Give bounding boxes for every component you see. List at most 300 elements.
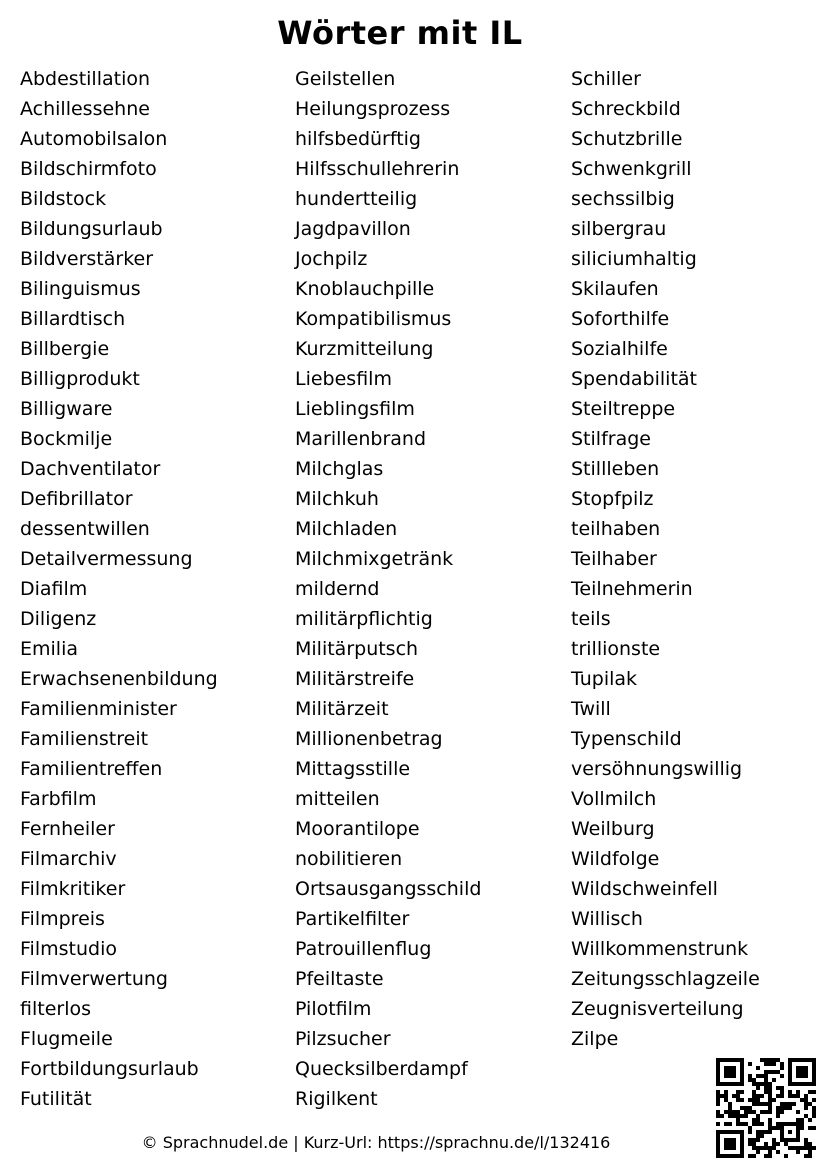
qr-module <box>760 1134 764 1138</box>
qr-module <box>724 1154 728 1158</box>
qr-module <box>768 1058 772 1062</box>
qr-module <box>752 1146 756 1150</box>
qr-module <box>760 1110 764 1114</box>
word-item: Billardtisch <box>20 308 126 330</box>
qr-module <box>764 1082 768 1086</box>
qr-module <box>724 1058 728 1062</box>
qr-module <box>780 1126 784 1130</box>
qr-module <box>796 1066 800 1070</box>
word-item: Militärstreife <box>295 668 415 690</box>
qr-module <box>780 1122 784 1126</box>
qr-module <box>732 1082 736 1086</box>
qr-module <box>728 1074 732 1078</box>
word-item: siliciumhaltig <box>571 248 697 270</box>
qr-module <box>788 1130 792 1134</box>
qr-module <box>756 1138 760 1142</box>
qr-module <box>748 1138 752 1142</box>
qr-module <box>752 1138 756 1142</box>
qr-module <box>772 1126 776 1130</box>
qr-module <box>716 1142 720 1146</box>
qr-module <box>728 1154 732 1158</box>
qr-module <box>772 1078 776 1082</box>
qr-module <box>812 1074 816 1078</box>
word-item: Marillenbrand <box>295 428 427 450</box>
qr-module <box>720 1058 724 1062</box>
qr-module <box>716 1146 720 1150</box>
qr-module <box>804 1070 808 1074</box>
qr-module <box>732 1066 736 1070</box>
qr-module <box>736 1122 740 1126</box>
footer-credit: © Sprachnudel.de | Kurz-Url: https://sprachnu.de/l/132416 <box>141 1133 611 1152</box>
qr-module <box>744 1122 748 1126</box>
word-item: Liebesfilm <box>295 368 392 390</box>
qr-module <box>796 1134 800 1138</box>
qr-module <box>748 1110 752 1114</box>
qr-module <box>812 1106 816 1110</box>
qr-module <box>752 1098 756 1102</box>
qr-module <box>796 1122 800 1126</box>
qr-module <box>812 1082 816 1086</box>
qr-module <box>716 1130 720 1134</box>
word-item: dessentwillen <box>20 518 150 540</box>
word-item: silbergrau <box>571 218 667 240</box>
word-item: Defibrillator <box>20 488 133 510</box>
word-item: Filmkritiker <box>20 878 126 900</box>
qr-module <box>732 1130 736 1134</box>
word-item: Knoblauchpille <box>295 278 435 300</box>
qr-module <box>752 1118 756 1122</box>
qr-module <box>788 1102 792 1106</box>
qr-module <box>756 1082 760 1086</box>
word-item: Stilfrage <box>571 428 651 450</box>
qr-module <box>732 1154 736 1158</box>
qr-module <box>808 1082 812 1086</box>
qr-module <box>744 1110 748 1114</box>
qr-module <box>740 1138 744 1142</box>
word-item: Abdestillation <box>20 68 151 90</box>
word-item: Emilia <box>20 638 78 660</box>
qr-module <box>768 1082 772 1086</box>
word-item: Skilaufen <box>571 278 659 300</box>
page-title: Wörter mit IL <box>277 14 523 52</box>
qr-module <box>728 1082 732 1086</box>
qr-module <box>808 1090 812 1094</box>
qr-module <box>728 1122 732 1126</box>
qr-module <box>796 1090 800 1094</box>
word-item: filterlos <box>20 998 91 1020</box>
qr-module <box>768 1086 772 1090</box>
qr-module <box>740 1074 744 1078</box>
qr-module <box>788 1062 792 1066</box>
qr-module <box>728 1130 732 1134</box>
word-item: Fortbildungsurlaub <box>20 1058 199 1080</box>
qr-module <box>732 1146 736 1150</box>
qr-module <box>804 1098 808 1102</box>
qr-module <box>728 1058 732 1062</box>
qr-module <box>784 1142 788 1146</box>
qr-module <box>752 1094 756 1098</box>
qr-module <box>716 1082 720 1086</box>
qr-module <box>784 1106 788 1110</box>
qr-module <box>796 1058 800 1062</box>
qr-module <box>776 1142 780 1146</box>
qr-module <box>740 1066 744 1070</box>
qr-module <box>804 1094 808 1098</box>
qr-module <box>788 1078 792 1082</box>
qr-module <box>776 1070 780 1074</box>
qr-module <box>784 1102 788 1106</box>
qr-module <box>796 1070 800 1074</box>
qr-module <box>792 1058 796 1062</box>
qr-module <box>808 1126 812 1130</box>
qr-module <box>764 1102 768 1106</box>
word-item: Steiltreppe <box>571 398 676 420</box>
qr-module <box>804 1106 808 1110</box>
qr-module <box>784 1154 788 1158</box>
qr-module <box>748 1106 752 1110</box>
qr-module <box>724 1082 728 1086</box>
qr-module <box>788 1122 792 1126</box>
qr-module <box>796 1110 800 1114</box>
qr-module <box>728 1142 732 1146</box>
qr-module <box>792 1146 796 1150</box>
qr-module <box>736 1094 740 1098</box>
word-item: Billbergie <box>20 338 110 360</box>
qr-module <box>804 1114 808 1118</box>
qr-module <box>808 1146 812 1150</box>
qr-module <box>728 1070 732 1074</box>
qr-module <box>808 1118 812 1122</box>
word-item: Billigware <box>20 398 113 420</box>
qr-code-icon <box>716 1058 816 1158</box>
qr-module <box>740 1098 744 1102</box>
word-item: hundertteilig <box>295 188 418 210</box>
qr-module <box>740 1154 744 1158</box>
qr-module <box>788 1082 792 1086</box>
qr-module <box>724 1098 728 1102</box>
qr-module <box>756 1102 760 1106</box>
qr-module <box>764 1154 768 1158</box>
qr-module <box>772 1098 776 1102</box>
qr-module <box>788 1106 792 1110</box>
word-item: Automobilsalon <box>20 128 168 150</box>
qr-module <box>780 1066 784 1070</box>
qr-module <box>720 1130 724 1134</box>
qr-module <box>720 1154 724 1158</box>
qr-module <box>788 1090 792 1094</box>
qr-module <box>768 1098 772 1102</box>
word-item: Filmstudio <box>20 938 117 960</box>
qr-module <box>716 1098 720 1102</box>
qr-module <box>756 1114 760 1118</box>
qr-module <box>740 1062 744 1066</box>
qr-module <box>788 1146 792 1150</box>
qr-module <box>780 1074 784 1078</box>
qr-module <box>788 1074 792 1078</box>
word-item: Schiller <box>571 68 641 90</box>
qr-module <box>724 1130 728 1134</box>
qr-module <box>748 1130 752 1134</box>
qr-module <box>776 1110 780 1114</box>
word-item: Milchglas <box>295 458 384 480</box>
qr-module <box>812 1110 816 1114</box>
word-item: Familienminister <box>20 698 177 720</box>
qr-module <box>740 1142 744 1146</box>
qr-module <box>716 1138 720 1142</box>
qr-module <box>812 1062 816 1066</box>
qr-module <box>764 1078 768 1082</box>
word-item: Familientreffen <box>20 758 163 780</box>
qr-module <box>752 1102 756 1106</box>
word-item: Hilfsschullehrerin <box>295 158 460 180</box>
word-item: sechssilbig <box>571 188 675 210</box>
qr-module <box>768 1102 772 1106</box>
qr-module <box>792 1082 796 1086</box>
qr-module <box>768 1110 772 1114</box>
qr-module <box>784 1122 788 1126</box>
word-item: Tupilak <box>571 668 638 690</box>
word-item: Stillleben <box>571 458 660 480</box>
qr-module <box>772 1146 776 1150</box>
qr-module <box>800 1082 804 1086</box>
qr-module <box>804 1154 808 1158</box>
qr-module <box>800 1098 804 1102</box>
qr-module <box>784 1138 788 1142</box>
qr-module <box>716 1062 720 1066</box>
qr-module <box>808 1154 812 1158</box>
qr-module <box>724 1070 728 1074</box>
qr-module <box>812 1090 816 1094</box>
qr-module <box>804 1066 808 1070</box>
qr-module <box>748 1062 752 1066</box>
qr-module <box>788 1058 792 1062</box>
word-item: Ortsausgangsschild <box>295 878 482 900</box>
qr-module <box>788 1094 792 1098</box>
qr-module <box>736 1090 740 1094</box>
qr-module <box>804 1138 808 1142</box>
word-item: nobilitieren <box>295 848 403 870</box>
word-item: Millionenbetrag <box>295 728 443 750</box>
word-item: Erwachsenenbildung <box>20 668 218 690</box>
qr-module <box>768 1150 772 1154</box>
qr-module <box>792 1102 796 1106</box>
word-column-1 <box>20 64 218 1114</box>
qr-module <box>752 1154 756 1158</box>
qr-module <box>800 1074 804 1078</box>
qr-module <box>808 1102 812 1106</box>
qr-module <box>716 1066 720 1070</box>
qr-module <box>812 1070 816 1074</box>
qr-module <box>716 1150 720 1154</box>
qr-module <box>752 1082 756 1086</box>
qr-module <box>780 1106 784 1110</box>
qr-module <box>740 1146 744 1150</box>
qr-module <box>780 1094 784 1098</box>
word-item: Kurzmitteilung <box>295 338 434 360</box>
qr-module <box>740 1070 744 1074</box>
qr-module <box>768 1118 772 1122</box>
word-item: Moorantilope <box>295 818 420 840</box>
word-column-3 <box>571 64 760 1054</box>
qr-module <box>736 1114 740 1118</box>
qr-module <box>748 1078 752 1082</box>
qr-module <box>720 1114 724 1118</box>
qr-module <box>740 1106 744 1110</box>
qr-module <box>732 1138 736 1142</box>
qr-module <box>752 1078 756 1082</box>
word-item: Zeugnisverteilung <box>571 998 744 1020</box>
qr-module <box>716 1078 720 1082</box>
qr-module <box>768 1070 772 1074</box>
qr-module <box>768 1090 772 1094</box>
qr-module <box>732 1070 736 1074</box>
qr-module <box>736 1118 740 1122</box>
word-item: Pilzsucher <box>295 1028 391 1050</box>
qr-module <box>780 1086 784 1090</box>
qr-module <box>796 1130 800 1134</box>
qr-module <box>776 1150 780 1154</box>
qr-module <box>720 1094 724 1098</box>
qr-module <box>812 1098 816 1102</box>
qr-module <box>716 1154 720 1158</box>
word-item: Futilität <box>20 1088 92 1110</box>
qr-module <box>756 1130 760 1134</box>
qr-module <box>760 1074 764 1078</box>
qr-module <box>760 1122 764 1126</box>
qr-module <box>764 1110 768 1114</box>
word-item: Milchkuh <box>295 488 379 510</box>
qr-module <box>776 1126 780 1130</box>
word-item: Filmverwertung <box>20 968 168 990</box>
qr-module <box>780 1138 784 1142</box>
word-item: Heilungsprozess <box>295 98 451 120</box>
word-item: Filmarchiv <box>20 848 117 870</box>
word-item: trillionste <box>571 638 661 660</box>
qr-module <box>752 1110 756 1114</box>
qr-module <box>796 1094 800 1098</box>
word-item: Bildschirmfoto <box>20 158 157 180</box>
word-item: Typenschild <box>571 728 682 750</box>
qr-module <box>776 1114 780 1118</box>
word-item: Sozialhilfe <box>571 338 668 360</box>
qr-module <box>756 1066 760 1070</box>
qr-module <box>724 1094 728 1098</box>
qr-module <box>740 1122 744 1126</box>
qr-module <box>716 1110 720 1114</box>
word-item: Quecksilberdampf <box>295 1058 468 1080</box>
qr-module <box>764 1062 768 1066</box>
qr-module <box>744 1114 748 1118</box>
word-item: Kompatibilismus <box>295 308 452 330</box>
word-item: Fernheiler <box>20 818 115 840</box>
qr-module <box>752 1142 756 1146</box>
qr-module <box>776 1094 780 1098</box>
word-item: Farbfilm <box>20 788 97 810</box>
qr-module <box>748 1098 752 1102</box>
qr-module <box>760 1130 764 1134</box>
word-item: teilhaben <box>571 518 661 540</box>
qr-module <box>724 1122 728 1126</box>
qr-module <box>764 1146 768 1150</box>
qr-module <box>716 1134 720 1138</box>
word-item: Twill <box>571 698 611 720</box>
word-item: Pilotfilm <box>295 998 372 1020</box>
qr-module <box>756 1146 760 1150</box>
qr-module <box>800 1058 804 1062</box>
word-item: Bildverstärker <box>20 248 154 270</box>
word-item: Jochpilz <box>295 248 368 270</box>
qr-module <box>776 1058 780 1062</box>
qr-module <box>776 1106 780 1110</box>
qr-module <box>804 1082 808 1086</box>
word-item: Milchmixgetränk <box>295 548 454 570</box>
qr-module <box>780 1102 784 1106</box>
qr-module <box>740 1150 744 1154</box>
qr-module <box>796 1082 800 1086</box>
qr-module <box>804 1102 808 1106</box>
qr-module <box>804 1074 808 1078</box>
qr-module <box>756 1098 760 1102</box>
qr-module <box>724 1066 728 1070</box>
qr-module <box>740 1114 744 1118</box>
word-item: Willisch <box>571 908 643 930</box>
qr-module <box>764 1130 768 1134</box>
qr-module <box>716 1058 720 1062</box>
qr-module <box>808 1142 812 1146</box>
qr-module <box>772 1070 776 1074</box>
qr-module <box>756 1086 760 1090</box>
qr-module <box>796 1074 800 1078</box>
qr-module <box>740 1058 744 1062</box>
word-item: Zilpe <box>571 1028 619 1050</box>
qr-module <box>716 1070 720 1074</box>
qr-module <box>812 1146 816 1150</box>
word-item: hilfsbedürftig <box>295 128 421 150</box>
qr-module <box>728 1146 732 1150</box>
word-item: militärpflichtig <box>295 608 433 630</box>
qr-module <box>808 1150 812 1154</box>
word-item: Geilstellen <box>295 68 396 90</box>
qr-module <box>716 1090 720 1094</box>
qr-module <box>768 1062 772 1066</box>
qr-module <box>736 1058 740 1062</box>
qr-module <box>732 1142 736 1146</box>
qr-module <box>764 1142 768 1146</box>
qr-module <box>800 1066 804 1070</box>
qr-module <box>732 1114 736 1118</box>
qr-module <box>768 1094 772 1098</box>
word-item: Schwenkgrill <box>571 158 692 180</box>
qr-module <box>804 1058 808 1062</box>
qr-module <box>724 1138 728 1142</box>
qr-module <box>772 1138 776 1142</box>
word-item: Diligenz <box>20 608 97 630</box>
qr-module <box>744 1106 748 1110</box>
qr-module <box>748 1074 752 1078</box>
qr-module <box>796 1150 800 1154</box>
qr-module <box>728 1138 732 1142</box>
word-item: Wildfolge <box>571 848 660 870</box>
word-item: Teilhaber <box>571 548 657 570</box>
qr-module <box>716 1122 720 1126</box>
qr-module <box>780 1134 784 1138</box>
qr-module <box>724 1090 728 1094</box>
qr-module <box>728 1106 732 1110</box>
qr-module <box>812 1126 816 1130</box>
qr-module <box>724 1074 728 1078</box>
qr-module <box>752 1090 756 1094</box>
qr-module <box>800 1070 804 1074</box>
